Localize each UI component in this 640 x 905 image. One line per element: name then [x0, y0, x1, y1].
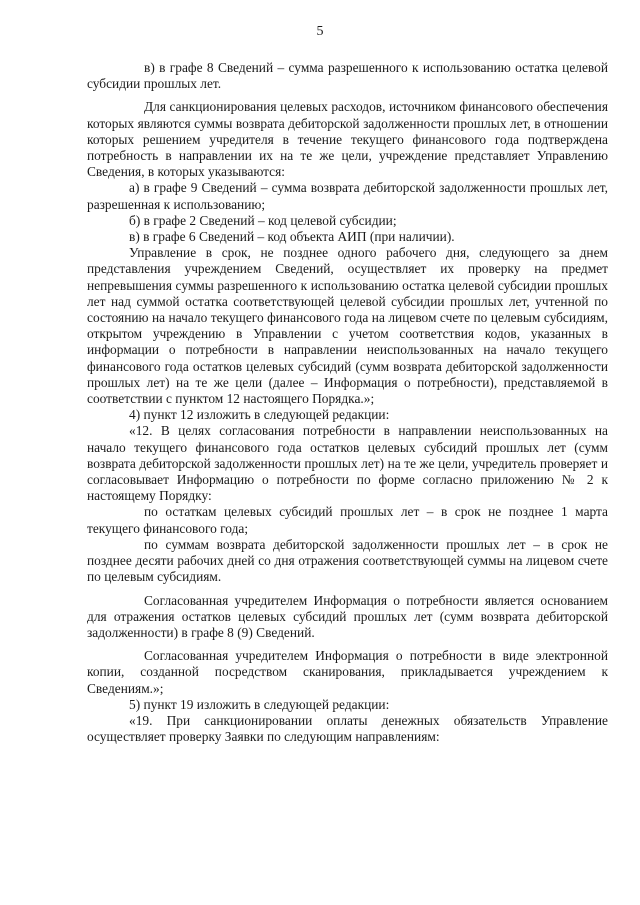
paragraph: Согласованная учредителем Информация о потребности в виде электронной копии, созданной посредством сканирования, прикладывается учреждением к Сведениям.»; — [87, 648, 608, 696]
paragraph: «19. При санкционировании оплаты денежных обязательств Управление осуществляет проверку Заявки по следующим направлениям: — [87, 712, 608, 745]
paragraph: 4) пункт 12 изложить в следующей редакции: — [129, 407, 390, 423]
paragraph: Для санкционирования целевых расходов, источником финансового обеспечения которых являются суммы возврата дебиторской задолженности прошлых лет, в отношении которых решением учредителя в течение текущего финансового года подтверждена потребность в направлении их на те же цели, учреждение представляет Управлению Сведения, в которых указываются: — [87, 99, 608, 180]
document-body — [87, 60, 608, 745]
paragraph: по суммам возврата дебиторской задолженности прошлых лет – в срок не позднее десяти рабочих дней со дня отражения соответствующей суммы на лицевом счете по целевым субсидиям. — [87, 536, 608, 585]
paragraph: в) в графе 8 Сведений – сумма разрешенного к использованию остатка целевой субсидии прошлых лет. — [87, 60, 608, 92]
paragraph: 5) пункт 19 изложить в следующей редакции: — [129, 696, 390, 712]
paragraph: Управление в срок, не позднее одного рабочего дня, следующего за днем представления учреждением Сведений, осуществляет их проверку на предмет непревышения суммы разрешенного к использованию остатка целевой субсидии прошлых лет над суммой остатка соответствующей целевой субсидии прошлых лет, учтенной по состоянию на начало текущего финансового года на лицевом счете по целевым субсидиям, открытом учреждению в Управлении с учетом соответствия кодов, указанных в информации о потребности в направлении неиспользованных на начало текущего финансового года остатков целевых субсидий (сумм возврата дебиторской задолженности прошлых лет) на те же цели (далее – Информация о потребности), представляемой в соответствии с пунктом 12 настоящего Порядка.»; — [87, 245, 608, 407]
paragraph: «12. В целях согласования потребности в направлении неиспользованных на начало текущего финансового года остатков целевых субсидий прошлых лет (сумм возврата дебиторской задолженности прошлых лет) на те же цели, учредитель проверяет и согласовывает Информацию о потребности по форме согласно приложению № 2 к настоящему Порядку: — [87, 423, 608, 504]
paragraph: Согласованная учредителем Информация о потребности является основанием для отражения остатков целевых субсидий прошлых лет (сумм возврата дебиторской задолженности) в графе 8 (9) Сведений. — [87, 592, 608, 640]
paragraph: в) в графе 6 Сведений – код объекта АИП (при наличии). — [129, 229, 455, 245]
paragraph: б) в графе 2 Сведений – код целевой субсидии; — [129, 212, 397, 228]
paragraph: по остаткам целевых субсидий прошлых лет – в срок не позднее 1 марта текущего финансового года; — [87, 504, 608, 536]
paragraph: а) в графе 9 Сведений – сумма возврата дебиторской задолженности прошлых лет, разрешенная к использованию; — [87, 180, 608, 212]
page-number: 5 — [316, 24, 324, 39]
